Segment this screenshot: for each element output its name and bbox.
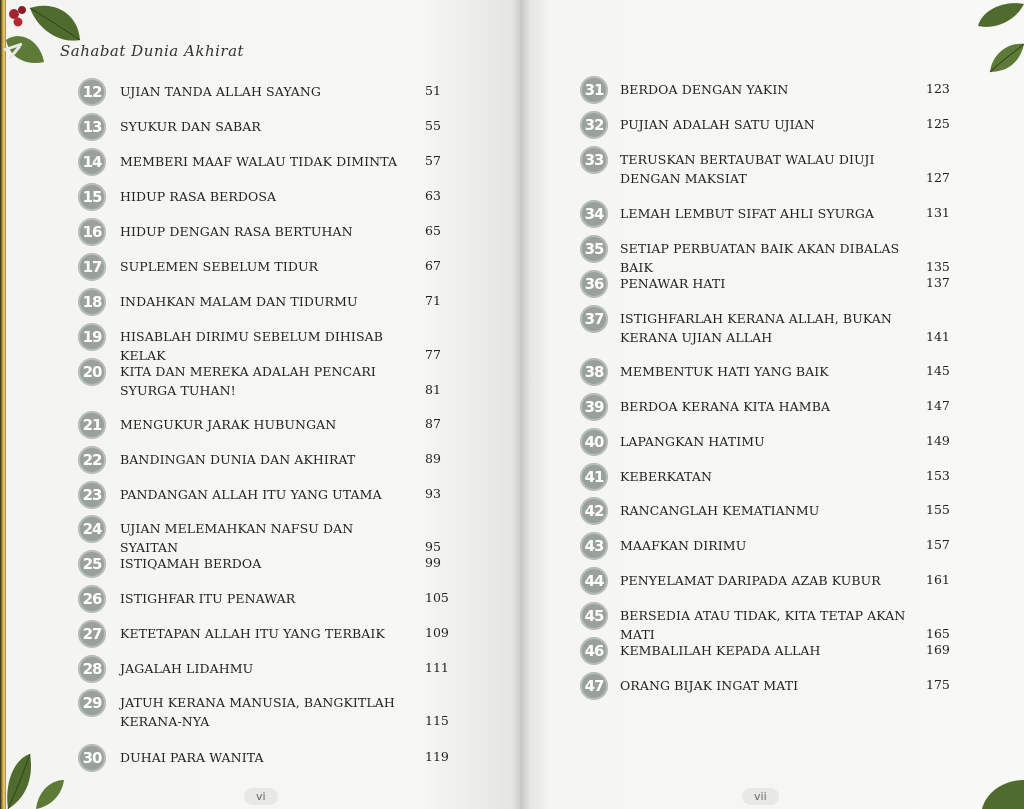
chapter-page-number: 169: [926, 642, 950, 657]
chapter-page-number: 55: [425, 118, 441, 133]
chapter-number-badge: 23: [78, 481, 106, 509]
chapter-page-number: 161: [926, 572, 950, 587]
leaf-decoration-icon: [964, 0, 1024, 75]
chapter-page-number: 157: [926, 537, 950, 552]
chapter-title: KEMBALILAH KEPADA ALLAH: [620, 643, 821, 658]
chapter-page-number: 77: [425, 347, 441, 362]
chapter-page-number: 95: [425, 539, 441, 554]
chapter-title: BERDOA KERANA KITA HAMBA: [620, 399, 831, 414]
page-number-left: vi: [244, 788, 278, 805]
chapter-number-badge: 31: [580, 76, 608, 104]
toc-entry-33: [520, 146, 1020, 192]
chapter-page-number: 115: [425, 713, 449, 728]
chapter-number-badge: 46: [580, 637, 608, 665]
chapter-title: SETIAP PERBUATAN BAIK AKAN DIBALAS BAIK: [620, 241, 900, 275]
chapter-page-number: 71: [425, 293, 441, 308]
chapter-title: KITA DAN MEREKA ADALAH PENCARI SYURGA TUHAN!: [120, 364, 376, 398]
chapter-title: KEBERKATAN: [620, 469, 712, 484]
chapter-title: ISTIGHFARLAH KERANA ALLAH, BUKAN KERANA UJIAN ALLAH: [620, 311, 892, 345]
chapter-title: MAAFKAN DIRIMU: [620, 538, 747, 553]
chapter-number-badge: 24: [78, 515, 106, 543]
chapter-number-badge: 29: [78, 689, 106, 717]
chapter-page-number: 57: [425, 153, 441, 168]
chapter-number-badge: 36: [580, 270, 608, 298]
chapter-number-badge: 12: [78, 78, 106, 106]
right-page: [520, 0, 1024, 809]
chapter-page-number: 63: [425, 188, 441, 203]
chapter-page-number: 147: [926, 398, 950, 413]
chapter-number-badge: 15: [78, 183, 106, 211]
chapter-page-number: 127: [926, 170, 950, 185]
chapter-title: ISTIGHFAR ITU PENAWAR: [120, 591, 296, 606]
chapter-page-number: 131: [926, 205, 950, 220]
chapter-page-number: 155: [926, 502, 950, 517]
chapter-title: BERSEDIA ATAU TIDAK, KITA TETAP AKAN MATI: [620, 608, 906, 642]
chapter-title: HIDUP RASA BERDOSA: [120, 189, 277, 204]
chapter-number-badge: 35: [580, 235, 608, 263]
chapter-title: HIDUP DENGAN RASA BERTUHAN: [120, 224, 353, 239]
chapter-number-badge: 18: [78, 288, 106, 316]
chapter-number-badge: 43: [580, 532, 608, 560]
toc-entry-20: [0, 358, 500, 404]
chapter-number-badge: 38: [580, 358, 608, 386]
chapter-page-number: 105: [425, 590, 449, 605]
chapter-number-badge: 27: [78, 620, 106, 648]
running-header: Sahabat Dunia Akhirat: [60, 42, 245, 60]
chapter-title: MENGUKUR JARAK HUBUNGAN: [120, 417, 337, 432]
chapter-title: DUHAI PARA WANITA: [120, 750, 264, 765]
chapter-title: PENAWAR HATI: [620, 276, 726, 291]
chapter-number-badge: 37: [580, 305, 608, 333]
chapter-title: SYUKUR DAN SABAR: [120, 119, 261, 134]
chapter-page-number: 87: [425, 416, 441, 431]
chapter-number-badge: 25: [78, 550, 106, 578]
chapter-number-badge: 32: [580, 111, 608, 139]
chapter-title: TERUSKAN BERTAUBAT WALAU DIUJI DENGAN MAKSIAT: [620, 152, 875, 186]
chapter-number-badge: 39: [580, 393, 608, 421]
chapter-number-badge: 45: [580, 602, 608, 630]
chapter-title: UJIAN TANDA ALLAH SAYANG: [120, 84, 321, 99]
chapter-title: LAPANGKAN HATIMU: [620, 434, 765, 449]
chapter-number-badge: 40: [580, 428, 608, 456]
chapter-title: ISTIQAMAH BERDOA: [120, 556, 262, 571]
chapter-title: KETETAPAN ALLAH ITU YANG TERBAIK: [120, 626, 385, 641]
chapter-page-number: 149: [926, 433, 950, 448]
toc-entry-29: [0, 689, 500, 735]
chapter-title: BERDOA DENGAN YAKIN: [620, 82, 789, 97]
chapter-number-badge: 13: [78, 113, 106, 141]
chapter-page-number: 65: [425, 223, 441, 238]
chapter-title: UJIAN MELEMAHKAN NAFSU DAN SYAITAN: [120, 521, 354, 555]
chapter-title: RANCANGLAH KEMATIANMU: [620, 503, 820, 518]
chapter-number-badge: 14: [78, 148, 106, 176]
chapter-number-badge: 44: [580, 567, 608, 595]
chapter-page-number: 93: [425, 486, 441, 501]
chapter-page-number: 141: [926, 329, 950, 344]
chapter-page-number: 145: [926, 363, 950, 378]
chapter-title: SUPLEMEN SEBELUM TIDUR: [120, 259, 319, 274]
toc-entry-37: [520, 305, 1020, 351]
leaf-decoration-icon: [964, 770, 1024, 809]
leaf-decoration-icon: [0, 0, 90, 80]
chapter-title: BANDINGAN DUNIA DAN AKHIRAT: [120, 452, 356, 467]
chapter-title: JAGALAH LIDAHMU: [120, 661, 254, 676]
chapter-page-number: 81: [425, 382, 441, 397]
chapter-title: PUJIAN ADALAH SATU UJIAN: [620, 117, 815, 132]
chapter-number-badge: 47: [580, 672, 608, 700]
chapter-number-badge: 34: [580, 200, 608, 228]
chapter-number-badge: 21: [78, 411, 106, 439]
chapter-page-number: 119: [425, 749, 449, 764]
chapter-title: PANDANGAN ALLAH ITU YANG UTAMA: [120, 487, 382, 502]
chapter-number-badge: 33: [580, 146, 608, 174]
page-number-right: vii: [742, 788, 779, 805]
chapter-number-badge: 20: [78, 358, 106, 386]
toc-entry-30: [0, 744, 500, 790]
chapter-page-number: 89: [425, 451, 441, 466]
chapter-title: JATUH KERANA MANUSIA, BANGKITLAH KERANA-NYA: [120, 695, 395, 729]
book-gutter: [512, 0, 530, 809]
chapter-number-badge: 30: [78, 744, 106, 772]
chapter-page-number: 99: [425, 555, 441, 570]
chapter-number-badge: 22: [78, 446, 106, 474]
chapter-page-number: 109: [425, 625, 449, 640]
chapter-number-badge: 26: [78, 585, 106, 613]
chapter-title: MEMBENTUK HATI YANG BAIK: [620, 364, 829, 379]
chapter-number-badge: 41: [580, 463, 608, 491]
chapter-title: INDAHKAN MALAM DAN TIDURMU: [120, 294, 358, 309]
chapter-number-badge: 42: [580, 497, 608, 525]
chapter-page-number: 175: [926, 677, 950, 692]
chapter-page-number: 51: [425, 83, 441, 98]
chapter-number-badge: 28: [78, 655, 106, 683]
chapter-page-number: 123: [926, 81, 950, 96]
chapter-title: LEMAH LEMBUT SIFAT AHLI SYURGA: [620, 206, 875, 221]
chapter-page-number: 125: [926, 116, 950, 131]
chapter-page-number: 137: [926, 275, 950, 290]
chapter-title: ORANG BIJAK INGAT MATI: [620, 678, 799, 693]
chapter-number-badge: 17: [78, 253, 106, 281]
chapter-title: MEMBERI MAAF WALAU TIDAK DIMINTA: [120, 154, 398, 169]
chapter-number-badge: 16: [78, 218, 106, 246]
chapter-number-badge: 19: [78, 323, 106, 351]
chapter-title: PENYELAMAT DARIPADA AZAB KUBUR: [620, 573, 881, 588]
toc-entry-47: [520, 672, 1020, 718]
chapter-page-number: 67: [425, 258, 441, 273]
chapter-page-number: 111: [425, 660, 449, 675]
chapter-page-number: 135: [926, 259, 950, 274]
chapter-page-number: 153: [926, 468, 950, 483]
chapter-title: HISABLAH DIRIMU SEBELUM DIHISAB KELAK: [120, 329, 384, 363]
chapter-page-number: 165: [926, 626, 950, 641]
